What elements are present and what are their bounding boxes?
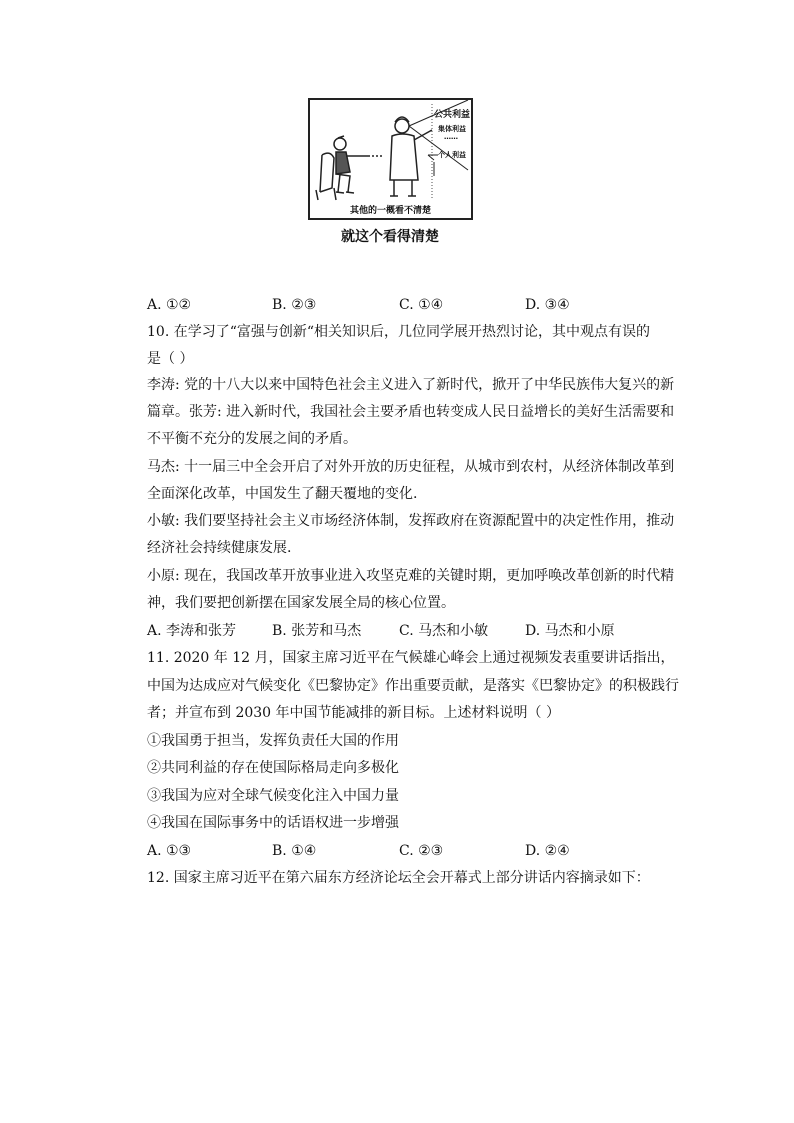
q11-option-a: A. ①③ <box>147 843 192 859</box>
q10-para-4-line-2: 神，我们要把创新摆在国家发展全局的核心位置。 <box>147 595 455 611</box>
q11-option-b: B. ①④ <box>272 843 317 859</box>
q11-statement-4: ④我国在国际事务中的话语权进一步增强 <box>147 815 399 831</box>
q11-statement-2: ②共同利益的存在使国际格局走向多极化 <box>147 760 399 776</box>
q10-option-b: B. 张芳和马杰 <box>272 623 362 639</box>
q9-option-a: A. ①② <box>147 297 192 313</box>
q10-para-3-line-2: 经济社会持续健康发展. <box>147 540 292 556</box>
label-collective-interest: 集体利益 <box>438 125 466 133</box>
q11-option-d: D. ②④ <box>525 843 570 859</box>
q10-stem-line-1: 10. 在学习了“富强与创新“相关知识后，几位同学展开热烈讨论，其中观点有误的 <box>147 324 651 340</box>
q11-option-c: C. ②③ <box>399 843 444 859</box>
q11-stem-line-2: 中国为达成应对气候变化《巴黎协定》作出重要贡献，是落实《巴黎协定》的积极践行 <box>147 678 679 694</box>
q10-option-d: D. 马杰和小原 <box>525 623 615 639</box>
q10-para-1-line-2: 篇章。张芳: 进入新时代，我国社会主要矛盾也转变成人民日益增长的美好生活需要和 <box>147 404 675 420</box>
q9-option-b: B. ②③ <box>272 297 317 313</box>
q10-para-3-line-1: 小敏: 我们要坚持社会主义市场经济体制，发挥政府在资源配置中的决定性作用，推动 <box>147 513 675 529</box>
q11-statement-3: ③我国为应对全球气候变化注入中国力量 <box>147 788 399 804</box>
q12-stem-line-1: 12. 国家主席习近平在第六届东方经济论坛全会开幕式上部分讲话内容摘录如下： <box>147 870 650 886</box>
q10-para-2-line-2: 全面深化改革，中国发生了翻天覆地的变化. <box>147 486 418 502</box>
q10-para-2-line-1: 马杰: 十一届三中全会开启了对外开放的历史征程，从城市到农村，从经济体制改革到 <box>147 459 675 475</box>
q10-stem-line-2: 是（ ） <box>147 351 194 367</box>
cartoon-caption: 其他的一概看不清楚 <box>349 206 431 216</box>
q9-option-d: D. ③④ <box>525 297 570 313</box>
q11-stem-line-3: 者；并宣布到 2030 年中国节能减排的新目标。上述材料说明（ ） <box>147 705 560 721</box>
label-personal-interest: 个人利益 <box>438 151 466 159</box>
q9-option-c: C. ①④ <box>399 297 444 313</box>
cartoon-illustration <box>308 98 473 220</box>
q10-para-1-line-1: 李涛: 党的十八大以来中国特色社会主义进入了新时代，掀开了中华民族伟大复兴的新 <box>147 377 675 393</box>
q10-option-c: C. 马杰和小敏 <box>399 623 489 639</box>
q10-option-a: A. 李涛和张芳 <box>147 623 237 639</box>
q11-stem-line-1: 11. 2020 年 12 月，国家主席习近平在气候雄心峰会上通过视频发表重要讲话指出， <box>147 650 675 666</box>
q10-para-1-line-3: 不平衡不充分的发展之间的矛盾。 <box>147 431 357 447</box>
q11-statement-1: ①我国勇于担当，发挥负责任大国的作用 <box>147 733 399 749</box>
cartoon-title: 就这个看得清楚 <box>341 229 439 245</box>
label-dots: …… <box>444 133 458 141</box>
q10-para-4-line-1: 小原: 现在，我国改革开放事业进入攻坚克难的关键时期，更加呼唤改革创新的时代精 <box>147 568 675 584</box>
label-public-interest: 公共利益 <box>434 110 471 120</box>
